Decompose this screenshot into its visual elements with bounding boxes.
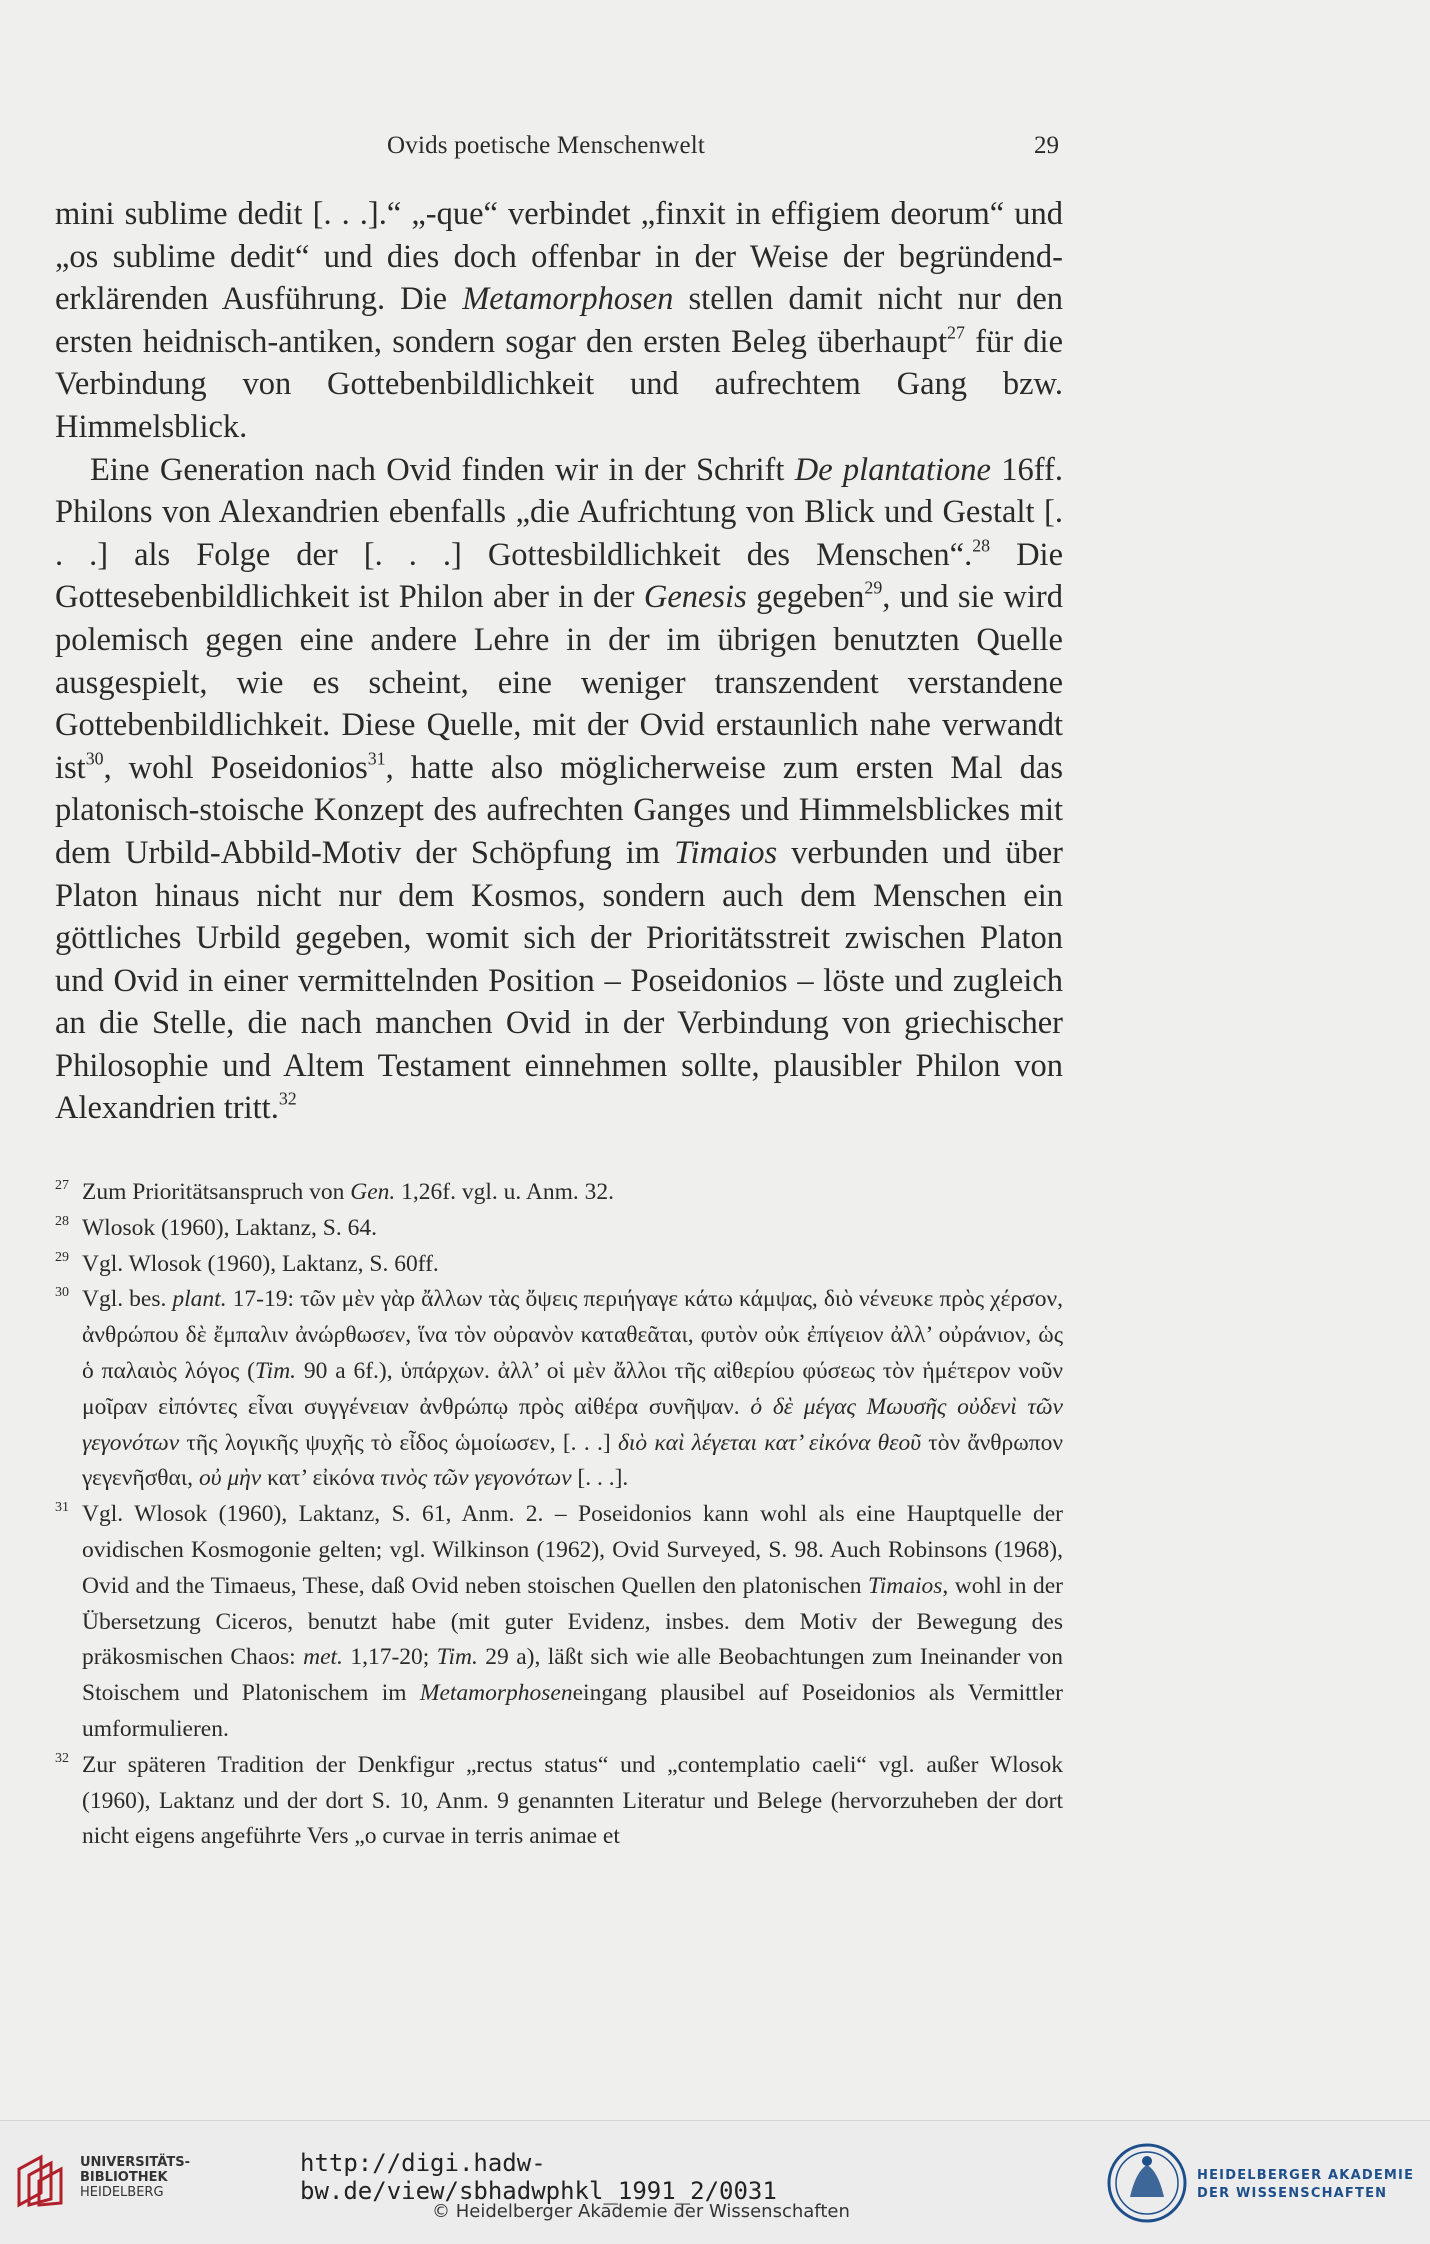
footnote-29: 29 Vgl. Wlosok (1960), Laktanz, S. 60ff. (55, 1247, 1063, 1283)
footnote-28: 28 Wlosok (1960), Laktanz, S. 64. (55, 1211, 1063, 1247)
paragraph-1: mini sublime dedit [. . .].“ „-que“ verbindet „finxit in effigiem deorum“ und „os sublime dedit“ und dies doch offenbar in der Weise der begründend-erklärenden Ausführung. Die Metamorphosen stellen damit nicht nur den ersten heidnisch-antiken, sondern sogar den ersten Beleg überhaupt$^{27}$ für die Verbindung von Gottebenbildlichkeit und aufrechtem Gang bzw. Himmelsblick. (55, 196, 1063, 445)
footnote-27: 27 Zum Prioritätsanspruch von Gen. 1,26f. vgl. u. Anm. 32. (55, 1175, 1063, 1211)
permalink-url[interactable]: http://digi.hadw-bw.de/view/sbhadwphkl_1991_2/0031 (300, 2149, 777, 2205)
university-library-logo-icon[interactable] (15, 2153, 75, 2213)
paragraph-2: Eine Generation nach Ovid finden wir in der Schrift De plantatione 16ff. Philons von Alexandrien ebenfalls „die Aufrichtung von Blick und Gestalt [. . .] als Folge der [. . .] Gottesbildlichkeit des Menschen“.$^{28}$ Die Gottesebenbildlichkeit ist Philon aber in der Genesis gegeben$^{29}$, und sie wird polemisch gegen eine andere Lehre in der im übrigen benutzten Quelle ausgespielt, wie es scheint, eine weniger transzendent verstandene Gottebenbildlichkeit. Diese Quelle, mit der Ovid erstaunlich nahe verwandt ist$^{30}$, wohl Poseidonios$^{31}$, hatte also möglicherweise zum ersten Mal das platonisch-stoische Konzept des aufrechten Ganges und Himmelsblickes mit dem Urbild-Abbild-Motiv der Schöpfung im Timaios verbunden und über Platon hinaus nicht nur dem Kosmos, sondern auch dem Menschen ein göttliches Urbild gegeben, womit sich der Prioritätsstreit zwischen Platon und Ovid in einer vermittelnden Position – Poseidonios – löste und zugleich an die Stelle, die nach manchen Ovid in der Verbindung von griechischer Philosophie und Altem Testament einnehmen sollte, plausibler Philon von Alexandrien tritt.$^{32}$ (55, 451, 1064, 1127)
footnote-ref-30[interactable]: 30 (85, 748, 104, 769)
title-metamorphosen: Metamorphosen (462, 281, 674, 318)
footnote-32: 32 Zur späteren Tradition der Denkfigur „rectus status“ und „contemplatio caeli“ vgl. außer Wlosok (1960), Laktanz und der dort S. 10, Anm. 9 genannten Literatur und Belege (hervorzuheben der dort nicht eigens angeführte Vers „o curvae in terris animae et (55, 1748, 1063, 1855)
footnote-number: 31 (55, 1500, 69, 1516)
academy-name: HEIDELBERGER AKADEMIE DER WISSENSCHAFTEN (1197, 2168, 1415, 2201)
footnote-31: 31 Vgl. Wlosok (1960), Laktanz, S. 61, Anm. 2. – Poseidonios kann wohl als eine Hauptquelle der ovidischen Kosmogonie gelten; vgl. Wilkinson (1962), Ovid Surveyed, S. 98. Auch Robinsons (1968), Ovid and the Timaeus, These, daß Ovid neben stoischen Quellen den platonischen Timaios, wohl in der Übersetzung Ciceros, benutzt habe (mit guter Evidenz, insbes. dem Motiv der Bewegung des präkosmischen Chaos: met. 1,17-20; Tim. 29 a), läßt sich wie alle Beobachtungen zum Ineinander von Stoischem und Platonischem im Metamorphoseneingang plausibel auf Poseidonios als Vermittler umformulieren. (55, 1497, 1063, 1748)
footnote-ref-27[interactable]: 27 (947, 322, 965, 343)
footnote-number: 27 (55, 1178, 69, 1193)
footnote-number: 29 (55, 1249, 69, 1265)
copyright-notice: © Heidelberger Akademie der Wissenschaften (432, 2201, 850, 2222)
footnote-ref-31[interactable]: 31 (367, 748, 386, 769)
title-de-plantatione: De plantatione (794, 451, 991, 488)
page-number: 29 (1034, 132, 1059, 159)
footnote-number: 30 (55, 1285, 69, 1301)
footnote-ref-32[interactable]: 32 (278, 1089, 297, 1110)
footnote-30: 30 Vgl. bes. plant. 17-19: τῶν μὲν γὰρ ἄλλων τὰς ὄψεις περιήγαγε κάτω κάμψας, διὸ νένευκε πρὸς χέρσον, ἀνθρώπου δὲ ἔμπαλιν ἀνώρθωσεν, ἵνα τὸν οὐρανὸν καταθεᾶται, φυτὸν οὐκ ἐπίγειον ἀλλ’ οὐράνιον, ὡς ὁ παλαιὸς λόγος (Tim. 90 a 6f.), ὑπάρχων. ἀλλ’ οἱ μὲν ἄλλοι τῆς αἰθερίου φύσεως τὸν ἡμέτερον νοῦν μοῖραν εἰπόντες εἶναι συγγένειαν ἀνθρώπῳ πρὸς αἰθέρα συνῆψαν. ὁ δὲ μέγας Μωυσῆς οὐδενὶ τῶν γεγονότων τῆς λογικῆς ψυχῆς τὸ εἶδος ὡμοίωσεν, [. . .] διὸ καὶ λέγεται κατ’ εἰκόνα θεοῦ τὸν ἄνθρωπον γεγενῆσθαι, οὐ μὴν κατ’ εἰκόνα τινὸς τῶν γεγονότων [. . .]. (55, 1282, 1063, 1497)
running-head: Ovids poetische Menschenwelt (387, 132, 706, 159)
footnote-ref-28[interactable]: 28 (972, 535, 991, 556)
main-text (55, 193, 1063, 1130)
academy-logo-icon[interactable] (1106, 2135, 1188, 2235)
footnote-ref-29[interactable]: 29 (864, 577, 883, 598)
footnote-number: 32 (55, 1750, 69, 1766)
university-library-name: UNIVERSITÄTS- BIBLIOTHEK HEIDELBERG (80, 2155, 190, 2200)
footnotes (55, 1175, 1063, 1855)
title-genesis: Genesis (643, 579, 747, 616)
title-timaios: Timaios (674, 834, 778, 871)
footnote-number: 28 (55, 1213, 69, 1229)
viewer-footer (0, 2120, 1430, 2244)
